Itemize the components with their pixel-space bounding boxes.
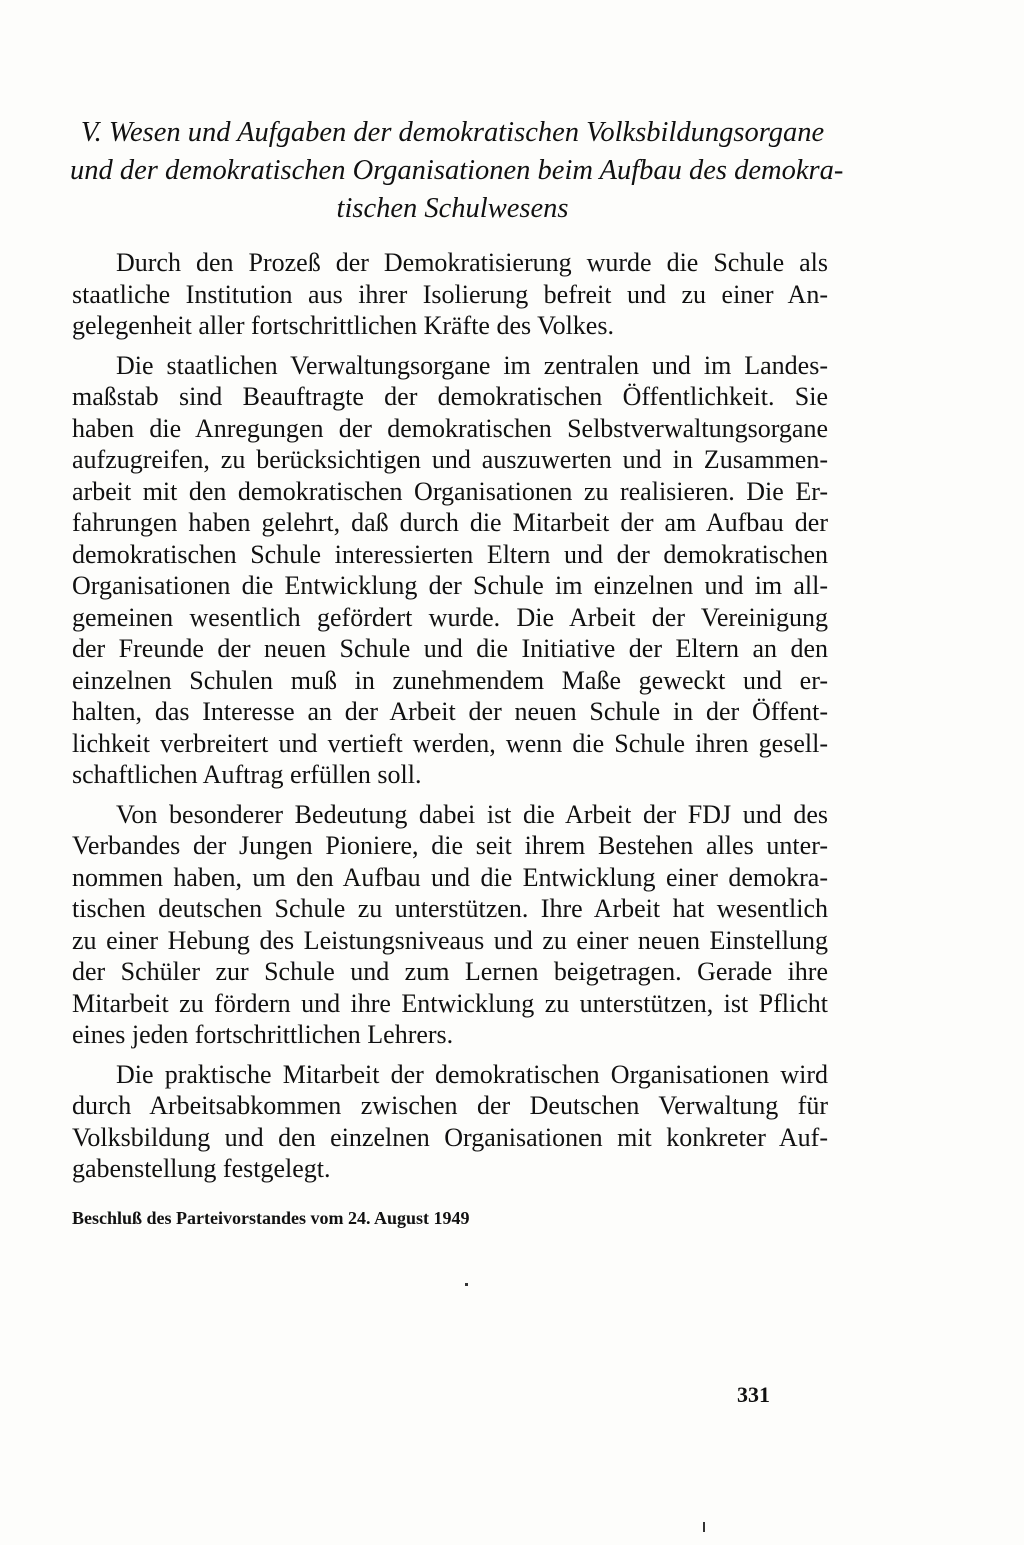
heading-line: und der demokratischen Organisationen beim Aufbau des demokra- <box>70 155 844 186</box>
text-line: zu einer Hebung des Leistungsniveaus und zu einer neuen Einstellung <box>72 925 828 955</box>
section-heading <box>70 114 844 228</box>
text-line: fahrungen haben gelehrt, daß durch die Mitarbeit der am Aufbau der <box>72 508 828 537</box>
text-line: Organisationen die Entwicklung der Schule im einzelnen und im all- <box>72 571 828 600</box>
text-line: Volksbildung und den einzelnen Organisationen mit konkreter Auf- <box>72 1122 828 1152</box>
text-line: staatliche Institution aus ihrer Isolierung befreit und zu einer An- <box>72 279 828 309</box>
paragraph-4 <box>72 1059 828 1185</box>
paragraph-2 <box>72 350 828 791</box>
text-line: eines jeden fortschrittlichen Lehrers. <box>72 1020 454 1049</box>
body-text <box>72 247 828 1193</box>
page-number: 331 <box>737 1382 770 1407</box>
text-line: der Freunde der neuen Schule und die Initiative der Eltern an den <box>72 634 828 663</box>
text-line: gabenstellung festgelegt. <box>72 1154 331 1183</box>
text-line: Die praktische Mitarbeit der demokratischen Organisationen wird <box>116 1059 828 1089</box>
print-speck <box>465 1283 468 1286</box>
text-line: durch Arbeitsabkommen zwischen der Deutschen Verwaltung für <box>72 1091 828 1120</box>
text-line: maßstab sind Beauftragte der demokratischen Öffentlichkeit. Sie <box>72 382 828 411</box>
text-line: gelegenheit aller fortschrittlichen Kräfte des Volkes. <box>72 311 614 340</box>
text-line: lichkeit verbreitert und vertieft werden, wenn die Schule ihren gesell- <box>72 728 828 758</box>
text-line: einzelnen Schulen muß in zunehmendem Maße geweckt und er- <box>72 665 828 695</box>
paragraph-1 <box>72 247 828 342</box>
text-line: arbeit mit den demokratischen Organisationen zu realisieren. Die Er- <box>72 476 828 506</box>
text-line: halten, das Interesse an der Arbeit der neuen Schule in der Öffent- <box>72 697 828 726</box>
text-line: demokratischen Schule interessierten Eltern und der demokratischen <box>72 539 828 569</box>
text-line: Durch den Prozeß der Demokratisierung wurde die Schule als <box>116 248 828 277</box>
source-citation: Beschluß des Parteivorstandes vom 24. August 1949 <box>72 1208 470 1228</box>
text-line: tischen deutschen Schule zu unterstützen. Ihre Arbeit hat wesentlich <box>72 894 828 923</box>
text-line: nommen haben, um den Aufbau und die Entwicklung einer demokra- <box>72 862 828 892</box>
text-line: Die staatlichen Verwaltungsorgane im zentralen und im Landes- <box>116 350 828 380</box>
text-line: schaftlichen Auftrag erfüllen soll. <box>72 760 422 789</box>
paragraph-3 <box>72 799 828 1051</box>
text-line: Mitarbeit zu fördern und ihre Entwicklung zu unterstützen, ist Pflicht <box>72 988 828 1018</box>
heading-line: V. Wesen und Aufgaben der demokratischen Volksbildungsorgane <box>80 117 825 148</box>
text-line: der Schüler zur Schule und zum Lernen beigetragen. Gerade ihre <box>72 957 828 986</box>
text-line: haben die Anregungen der demokratischen Selbstverwaltungsorgane <box>72 413 828 443</box>
text-line: gemeinen wesentlich gefördert wurde. Die Arbeit der Vereinigung <box>72 602 828 632</box>
heading-line: tischen Schulwesens <box>336 193 569 224</box>
text-line: Von besonderer Bedeutung dabei ist die Arbeit der FDJ und des <box>116 799 828 829</box>
text-line: Verbandes der Jungen Pioniere, die seit ihrem Bestehen alles unter- <box>72 831 828 860</box>
text-line: aufzugreifen, zu berücksichtigen und auszuwerten und in Zusammen- <box>72 445 828 474</box>
print-speck <box>703 1522 705 1532</box>
